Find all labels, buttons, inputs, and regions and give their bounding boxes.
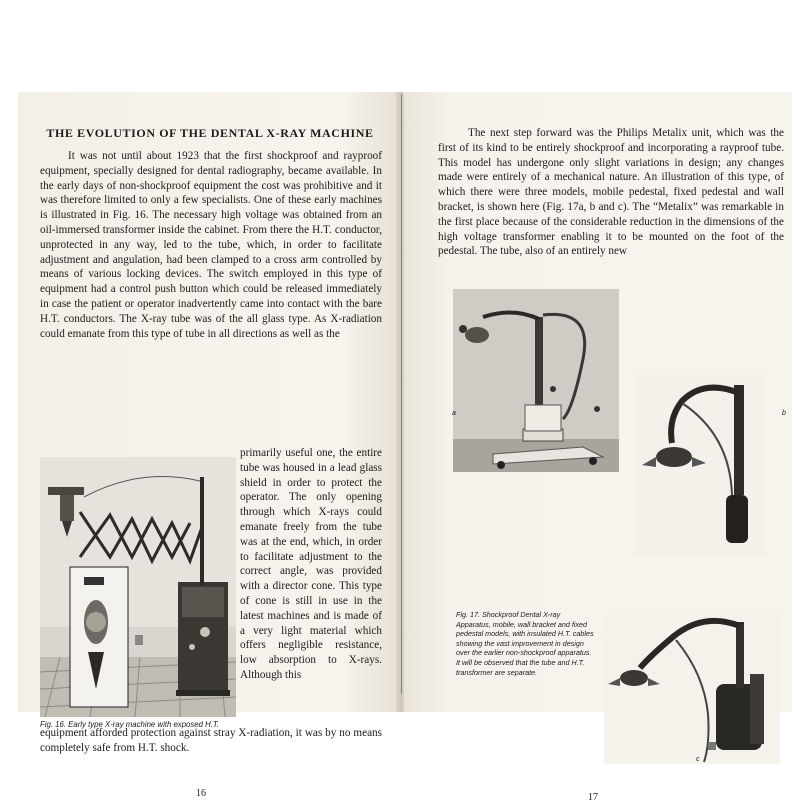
right-body-paragraph: The next step forward was the Philips Metalix unit, which was the first of its kind to be entirely shockproof and incorporating a rayproof tube. This model has undergone only slight variations in design; any changes made were entirely of a mechanical nature. An illustration of this type, of which there were three models, mobile pedestal, fixed pedestal and wall bracket, is shown here (Fig. 17a, b and c). The “Metalix” was remarkable in the first place because of the considerable reduction in the dimensions of the high voltage transformer enabling it to be mounted on the foot of the pedestal. The tube, also of an entirely new [438,127,784,258]
open-book [18,92,792,803]
fig17a-photo [453,289,619,472]
fig17a-label: a [452,410,456,417]
fig16-caption: Fig. 16. Early type X-ray machine with exposed H.T. [40,720,220,729]
fig17b-wall-bracket-illustration [634,375,766,555]
fig17-caption: Fig. 17. Shockproof Dental X-ray Apparatus, mobile, wall bracket and fixed pedestal models, with insulated H.T. cables showing the vast improvement in design over the earlier non-shockproof apparatus. It will be observed that the tube and H.T. transformer are separate. [456,610,594,677]
fig16-photo [40,457,236,717]
fig17a-mobile-pedestal-illustration [453,289,619,472]
left-body-paragraph: It was not until about 1923 that the first shockproof and rayproof equipment, specially designed for dental radiography, became available. In the early days of non-shockproof equipment the cost was prohibitive and it was therefore limited to only a few specialists. One of these early machines is illustrated in Fig. 16. The necessary high voltage was obtained from an oil-immersed transformer inside the cabinet. From there the H.T. conductor, unprotected in any way, led to the tube, which, in order to facilitate adjustment and angulation, had been clamped to a cross arm controlled by means of various locking devices. The switch employed in this type of equipment had a control push button which could be released immediately in case the patient or operator inadvertently came into contact with the bare H.T. conductors. The X-ray tube was of the all glass type. As X-radiation could emanate from this type of tube in all directions as well as the [40,150,382,340]
fig16-xray-machine-illustration [40,457,236,717]
left-tail-paragraph: equipment afforded protection against stray X-radiation, it was by no means completely safe from H.T. shock. [40,727,382,754]
chapter-heading: THE EVOLUTION OF THE DENTAL X-RAY MACHINE [46,126,374,140]
fig17c-photo [604,614,780,764]
left-column-paragraph: primarily useful one, the entire tube was housed in a lead glass shield in order to protect the operator. The only opening through which X-rays could emanate freely from the tube was at the end, which, in order to facilitate adjustment to the correct angle, was provided with a director cone. This type of cone is still in use in the latest machines and is made of a very light material which offers negligible resistance, low absorption to X-rays. Although this [240,447,382,681]
right-page-number: 17 [588,792,598,803]
fig17b-photo [634,375,766,555]
fig17c-label: c [696,756,700,763]
left-page-number: 16 [196,788,206,799]
gutter-line [401,94,402,694]
fig17b-label: b [782,410,786,417]
left-page [18,92,398,799]
fig17c-fixed-pedestal-illustration [604,614,780,764]
right-page [404,92,792,803]
